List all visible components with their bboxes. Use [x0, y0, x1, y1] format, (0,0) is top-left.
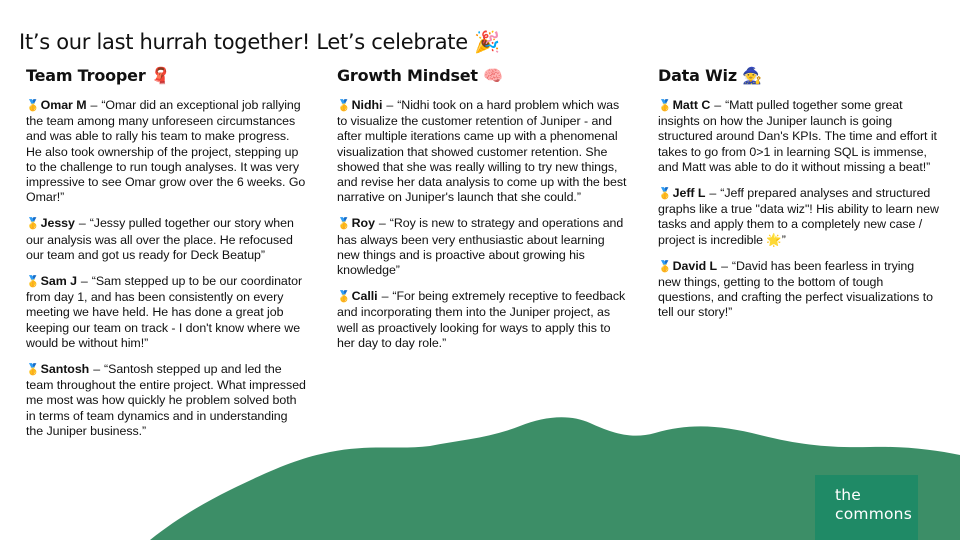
- award-quote: “Jeff prepared analyses and structured graphs like a true "data wiz"! His ability to learn new tasks and apply them to a completely new case / project is incredible 🌟”: [658, 186, 939, 247]
- logo-line-commons: commons: [835, 505, 912, 523]
- award-entry: [337, 216, 629, 278]
- column-data-wiz: [658, 64, 940, 332]
- medal-icon: 🥇: [337, 218, 351, 231]
- recipient-name: Matt C: [672, 98, 711, 112]
- recipient-name: Sam J: [40, 274, 77, 289]
- column-heading: Team Trooper 🧣: [26, 66, 171, 85]
- dash-separator: –: [90, 98, 98, 112]
- recipient-name: Omar M: [40, 98, 87, 112]
- medal-icon: 🥇: [26, 364, 40, 377]
- dash-separator: –: [78, 216, 86, 231]
- award-entry: [26, 98, 306, 205]
- recipient-name: Calli: [351, 289, 378, 304]
- award-entry: [26, 274, 306, 351]
- medal-icon: 🥇: [26, 218, 40, 231]
- award-entry: [337, 289, 629, 351]
- award-entry: [337, 98, 629, 205]
- column-team-trooper: [26, 64, 306, 450]
- dash-separator: –: [714, 98, 722, 112]
- award-quote: “For being extremely receptive to feedback and incorporating them into the Juniper project, as well as proactively looking for ways to apply this to her day to day role.”: [337, 289, 626, 350]
- column-growth-mindset: [337, 64, 629, 362]
- award-quote: “Nidhi took on a hard problem which was to visualize the customer retention of Juniper - and after multiple iterations came up with a phenomenal visualization that showed customer retention. She showed that she was really willing to try new things, and revise her data analysis to come up with the best narrative on Juniper's launch that she could.”: [337, 98, 627, 205]
- recipient-name: Roy: [351, 216, 375, 231]
- award-quote: “David has been fearless in trying new things, getting to the bottom of tough questions, and crafting the perfect visualizations to tell our story!”: [658, 258, 933, 320]
- award-quote: “Matt pulled together some great insights on how the Juniper launch is going structured around Dan's KPIs. The time and effort it takes to go from 0>1 in learning SQL is immense, and Matt was able to do it without missing a beat!”: [658, 98, 937, 174]
- award-entry: [658, 259, 940, 321]
- award-entry: [658, 186, 940, 248]
- recipient-name: Santosh: [40, 362, 90, 377]
- dash-separator: –: [381, 289, 389, 304]
- recipient-name: Jessy: [40, 216, 75, 231]
- recipient-name: David L: [672, 258, 718, 273]
- medal-icon: 🥇: [658, 188, 672, 201]
- medal-icon: 🥇: [26, 276, 40, 289]
- medal-icon: 🥇: [658, 260, 672, 273]
- award-quote: “Omar did an exceptional job rallying the team among many unforeseen circumstances and was able to rally his team to make progress. He also took ownership of the project, stepping up to the challenge to run tough analyses. It was very impressive to see Omar grow over the 6 weeks. Go Omar!”: [26, 98, 306, 205]
- the-commons-logo: [815, 475, 918, 540]
- medal-icon: 🥇: [658, 100, 672, 112]
- recipient-name: Nidhi: [351, 98, 383, 112]
- column-heading: Growth Mindset 🧠: [337, 66, 503, 85]
- dash-separator: –: [709, 186, 717, 201]
- award-entry: [658, 98, 940, 175]
- award-quote: “Santosh stepped up and led the team throughout the entire project. What impressed me most was how quickly he problem solved both in terms of team dynamics and in understanding the Juniper business.”: [26, 362, 306, 438]
- award-entry: [26, 362, 306, 439]
- logo-text: [835, 486, 912, 524]
- dash-separator: –: [721, 258, 728, 273]
- award-quote: “Sam stepped up to be our coordinator from day 1, and has been consistently on every meeting we have held. He has done a great job keeping our team on track - I don't know where we would be without him!”: [26, 274, 303, 350]
- dash-separator: –: [80, 274, 88, 289]
- recipient-name: Jeff L: [672, 186, 706, 201]
- medal-icon: 🥇: [337, 100, 351, 112]
- award-quote: “Jessy pulled together our story when our analysis was all over the place. He refocused our team and got us ready for Deck Beatup”: [26, 216, 294, 262]
- award-entry: [26, 216, 306, 263]
- medal-icon: 🥇: [337, 291, 351, 304]
- dash-separator: –: [378, 216, 386, 231]
- dash-separator: –: [93, 362, 101, 377]
- dash-separator: –: [386, 98, 394, 112]
- award-quote: “Roy is new to strategy and operations and has always been very enthusiastic about learning new things and is proactive about growing his knowledge”: [337, 216, 624, 278]
- logo-line-the: the: [835, 486, 862, 504]
- column-heading: Data Wiz 🧙: [658, 66, 763, 85]
- medal-icon: 🥇: [26, 100, 40, 112]
- slide-title: It’s our last hurrah together! Let’s celebrate 🎉: [19, 30, 501, 54]
